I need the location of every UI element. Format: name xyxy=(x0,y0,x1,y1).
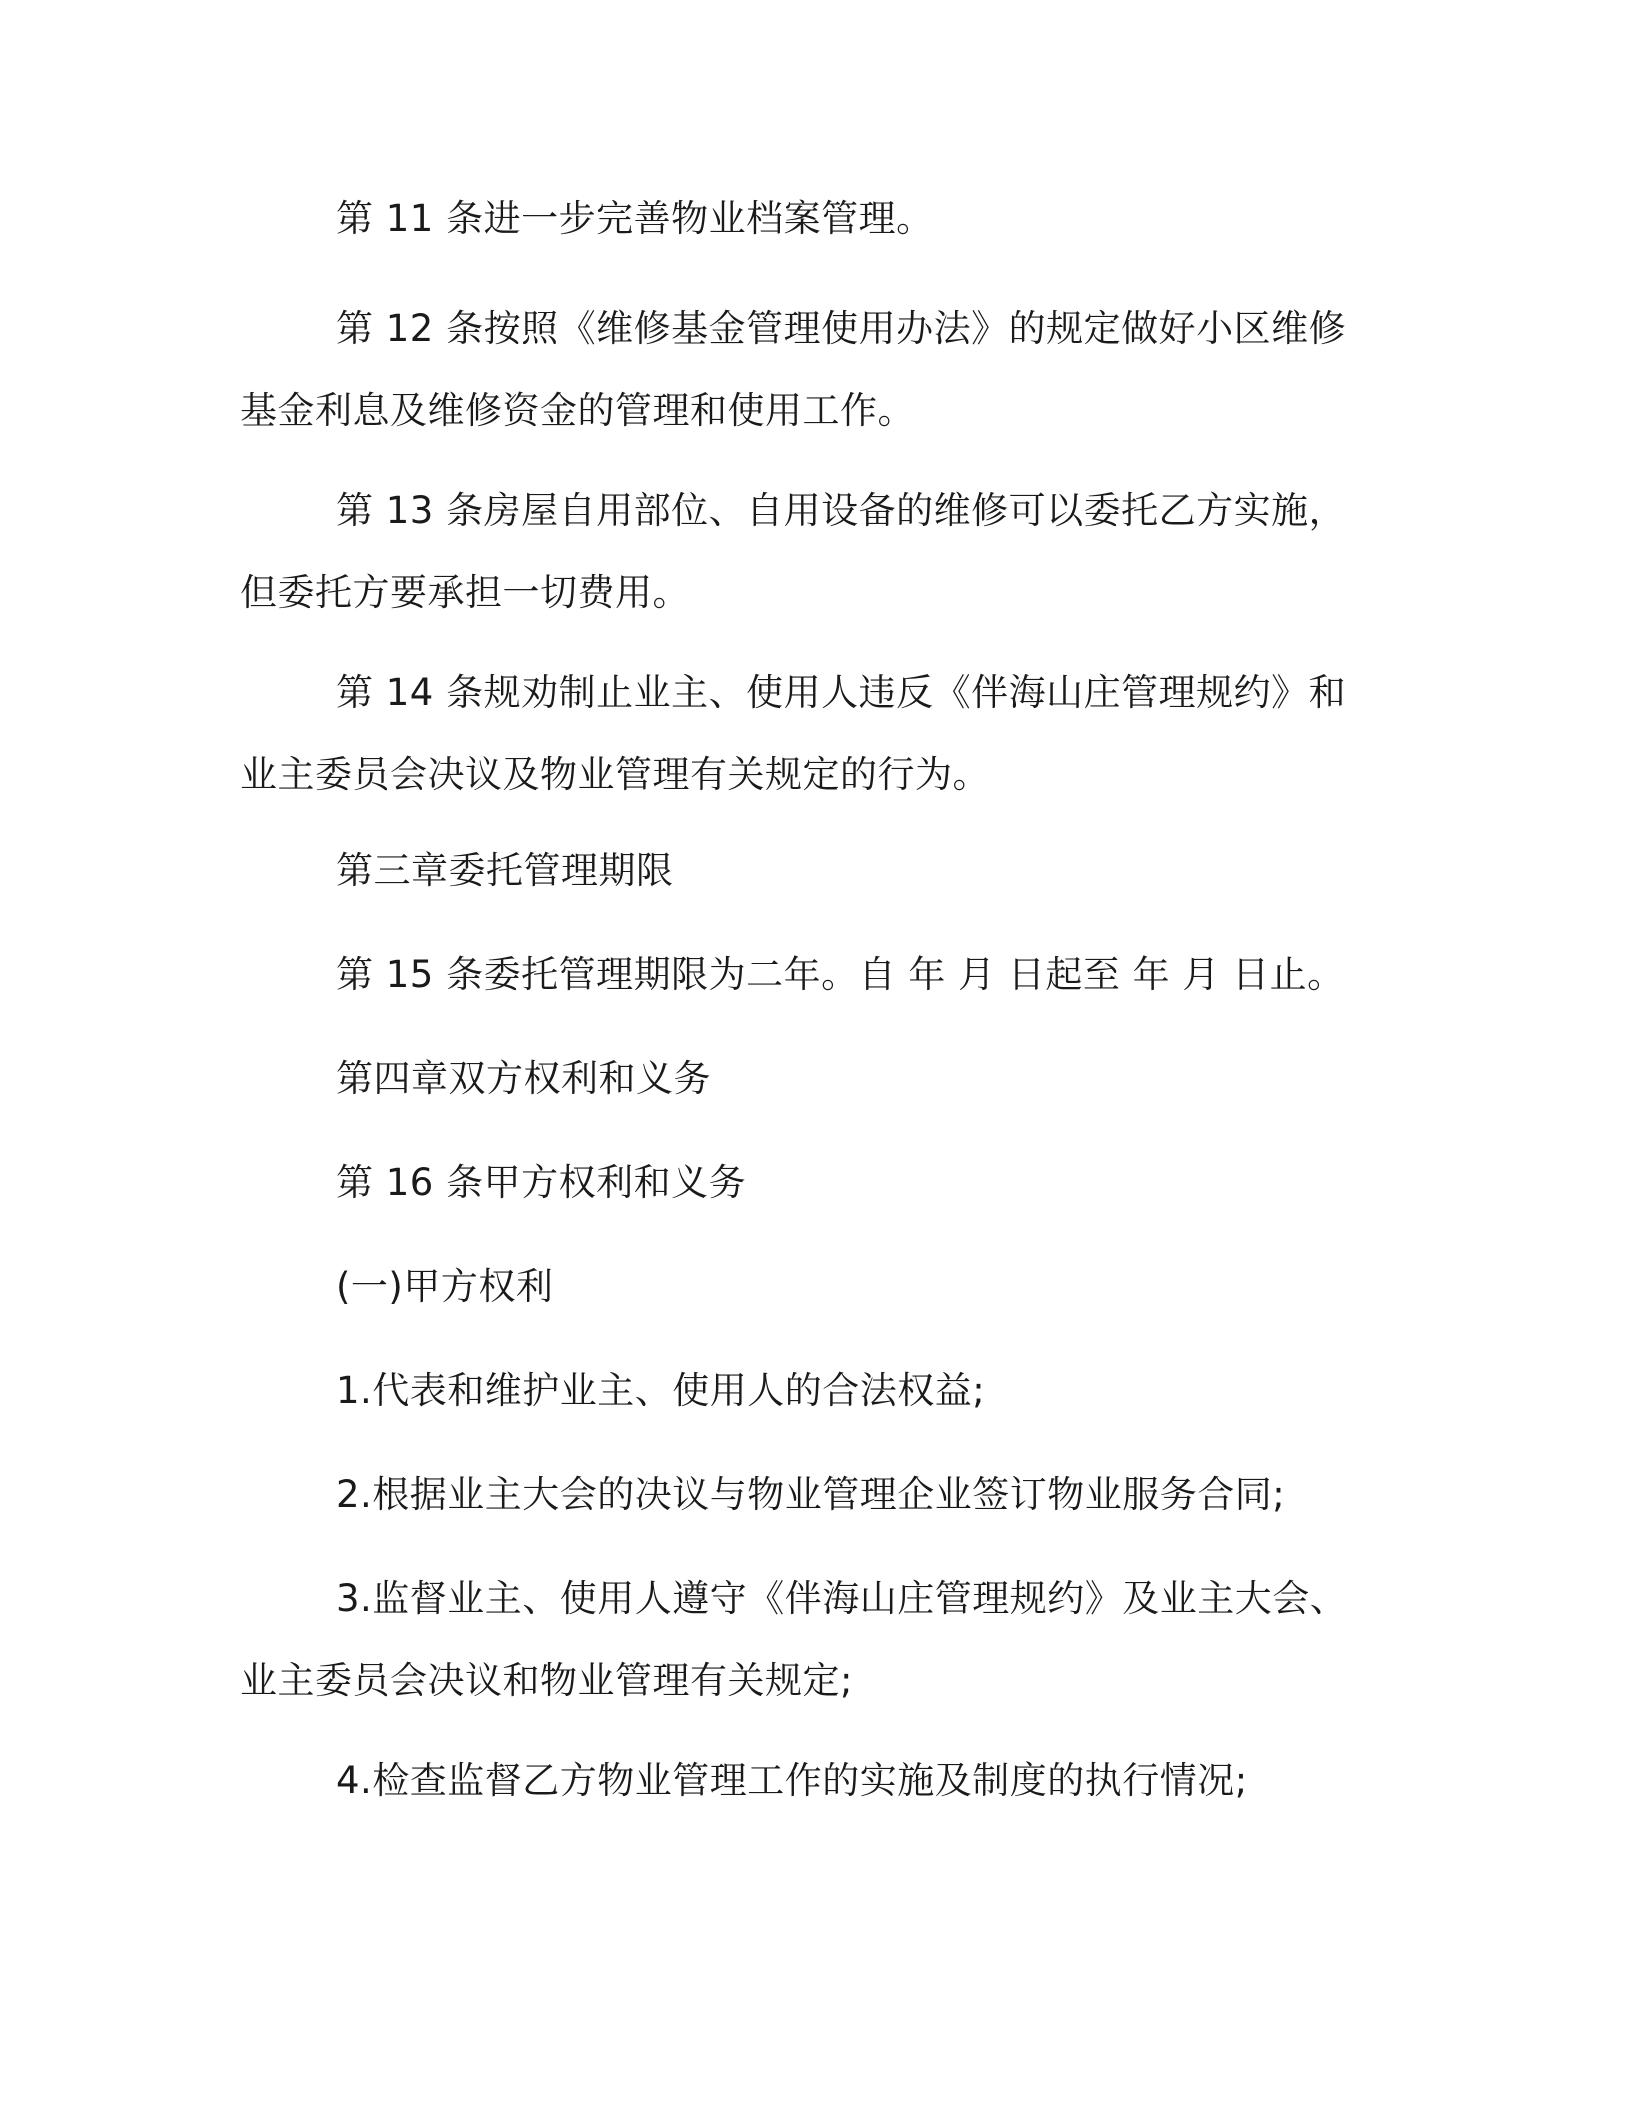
chapter-3-heading: 第三章委托管理期限 xyxy=(336,849,674,892)
paragraph-article-16: 第 16 条甲方权利和义务 xyxy=(336,1161,747,1204)
list-item-2: 2.根据业主大会的决议与物业管理企业签订物业服务合同; xyxy=(336,1473,1286,1516)
list-item-3: 3.监督业主、使用人遵守《伴海山庄管理规约》及业主大会、业主委员会决议和物业管理有关规定; xyxy=(240,1577,1348,1702)
paragraph-article-15: 第 15 条委托管理期限为二年。自 年 月 日起至 年 月 日止。 xyxy=(336,953,1345,996)
list-item-1: 1.代表和维护业主、使用人的合法权益; xyxy=(336,1369,986,1412)
section-party-a-rights: (一)甲方权利 xyxy=(336,1265,554,1308)
paragraph-article-13: 第 13 条房屋自用部位、自用设备的维修可以委托乙方实施，但委托方要承担一切费用。 xyxy=(240,489,1347,614)
chapter-4-heading: 第四章双方权利和义务 xyxy=(336,1057,711,1100)
list-item-4: 4.检查监督乙方物业管理工作的实施及制度的执行情况; xyxy=(336,1759,1248,1802)
paragraph-article-11: 第 11 条进一步完善物业档案管理。 xyxy=(336,197,934,240)
paragraph-article-14: 第 14 条规劝制止业主、使用人违反《伴海山庄管理规约》和业主委员会决议及物业管理有关规定的行为。 xyxy=(240,671,1347,796)
paragraph-article-12: 第 12 条按照《维修基金管理使用办法》的规定做好小区维修基金利息及维修资金的管理和使用工作。 xyxy=(240,307,1347,432)
